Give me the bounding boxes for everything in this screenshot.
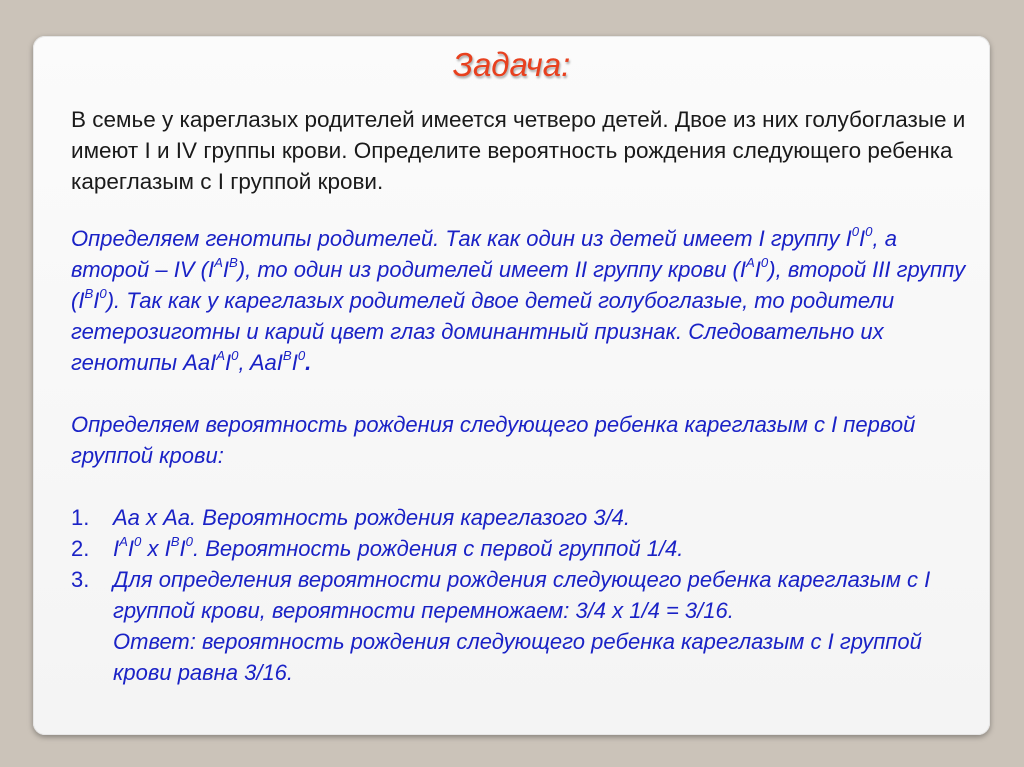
superscript: 0: [865, 224, 873, 240]
superscript: B: [170, 534, 180, 550]
superscript: 0: [134, 534, 142, 550]
superscript: 0: [185, 534, 193, 550]
text-run: I: [859, 226, 866, 251]
superscript: A: [216, 348, 225, 364]
superscript: B: [84, 286, 94, 302]
genotype-paragraph: [71, 223, 976, 378]
text-run: ), то один из родителей имеет II группу крови (I: [237, 257, 746, 282]
text-run: , а второй – IV (I: [71, 226, 897, 282]
solution-block: [71, 223, 976, 688]
text-run: I: [754, 257, 761, 282]
superscript: A: [746, 255, 755, 271]
list-number: 3.: [71, 567, 90, 592]
list-item: [71, 502, 976, 533]
answer-text: Ответ: вероятность рождения следующего ребенка кареглазым с I группой крови равна 3/16.: [113, 629, 922, 685]
superscript: 0: [99, 286, 107, 302]
list-item-text: [113, 564, 976, 688]
period: .: [305, 350, 312, 375]
text-run: I: [222, 257, 229, 282]
superscript: B: [282, 348, 292, 364]
text-run: I: [127, 536, 135, 561]
superscript: 0: [760, 255, 769, 271]
text-run: ). Так как у кареглазых родителей двое детей голубоглазые, то родители гетерозиготны и карий цвет глаз доминантный признак. Следовательно их генотипы: [71, 288, 895, 375]
steps-list: [71, 502, 976, 688]
text-run: AaI: [249, 350, 283, 375]
text-run: I: [179, 536, 186, 561]
text-run: I: [113, 536, 120, 561]
list-number: 2.: [71, 536, 90, 561]
text-run: I: [291, 350, 298, 375]
list-item: [71, 533, 976, 564]
slide: [33, 36, 990, 735]
list-item-text: [113, 533, 976, 564]
text-run: I: [93, 288, 100, 313]
list-number: 1.: [71, 505, 90, 530]
text-run: Определяем генотипы родителей. Так как один из детей имеет I группу I: [71, 226, 852, 251]
text-run: I: [224, 350, 232, 375]
slide-title: Задача:: [452, 46, 571, 83]
problem-text: В семье у кареглазых родителей имеется четверо детей. Двое из них голубоглазые и имеют I и IV группы крови. Определите вероятность рождения следующего ребенка кареглазым с I группой крови.: [71, 107, 966, 194]
probability-paragraph: Определяем вероятность рождения следующего ребенка кареглазым с I первой группой крови:: [71, 412, 916, 468]
text-run: x I: [141, 536, 171, 561]
comma: ,: [238, 350, 250, 375]
superscript: 0: [297, 348, 306, 364]
superscript: B: [228, 255, 238, 271]
superscript: 0: [851, 224, 860, 240]
superscript: A: [119, 534, 128, 550]
superscript: 0: [231, 348, 239, 364]
text-run: AaI: [183, 350, 217, 375]
text-run: ), второй III группу (I: [71, 257, 966, 313]
text-run: . Вероятность рождения с первой группой 1/4.: [193, 536, 684, 561]
list-item-text: Аа х Аа. Вероятность рождения кареглазого 3/4.: [113, 505, 631, 530]
superscript: A: [214, 255, 223, 271]
step3-text: Для определения вероятности рождения следующего ребенка кареглазым с I группой крови, вероятности перемножаем: 3/4 х 1/4 = 3/16.: [113, 567, 931, 623]
list-item: [71, 564, 976, 688]
